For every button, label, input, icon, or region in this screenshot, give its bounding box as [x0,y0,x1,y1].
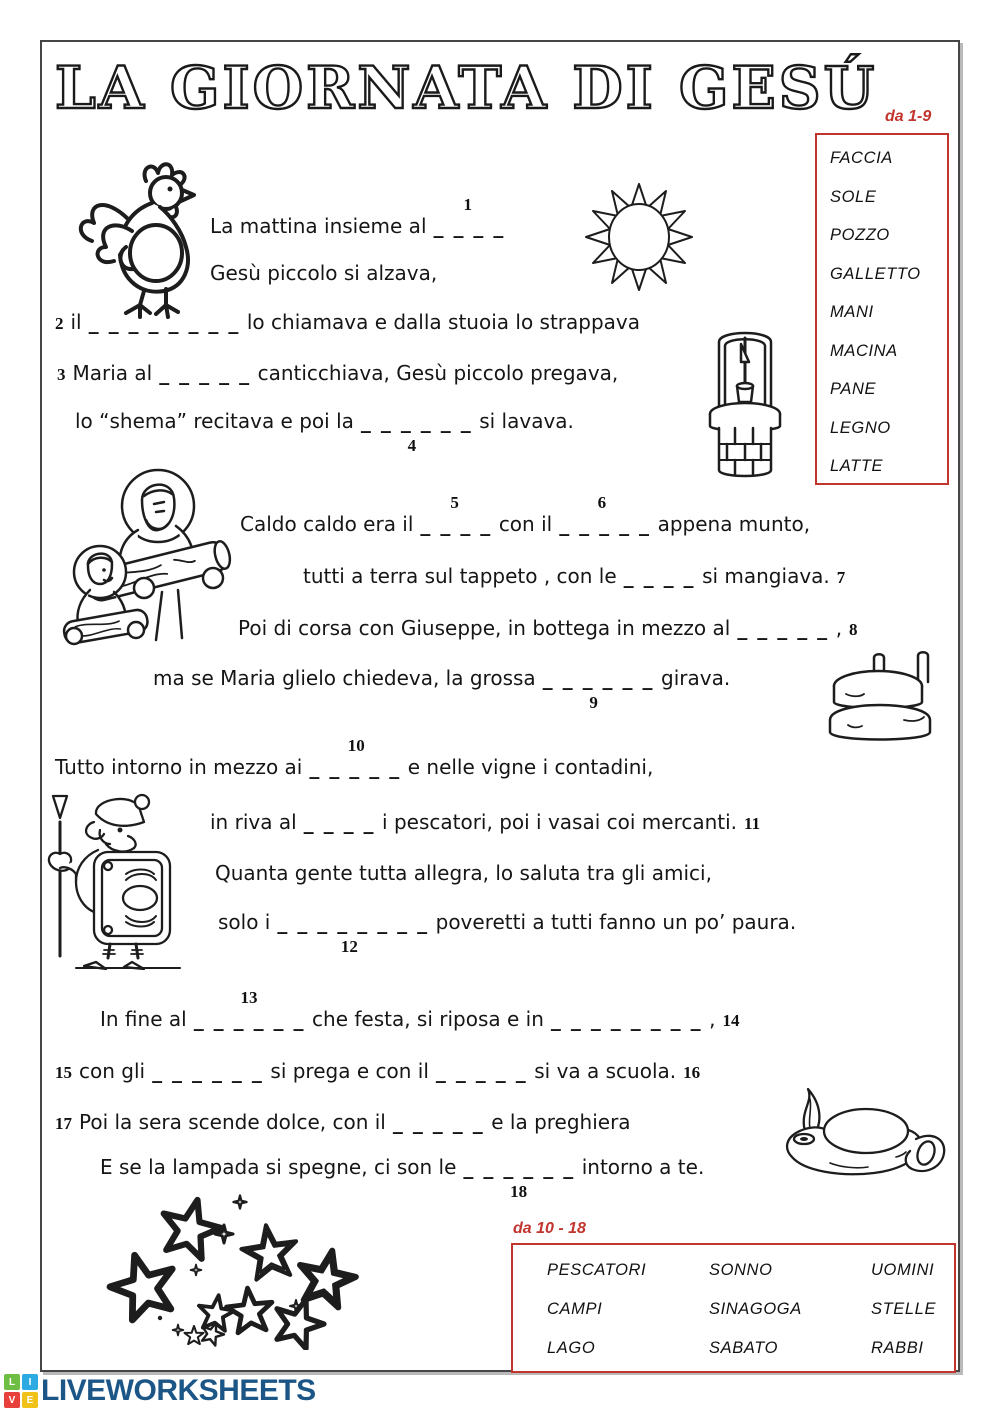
verse-text: lo “shema” recitava e poi la [75,409,354,433]
blank-number: 16 [683,1063,701,1082]
blank-number: 11 [744,814,761,833]
wordbank-item: SOLE [830,187,877,206]
logo-square: L [4,1374,20,1390]
line-s3-l3 [215,861,712,885]
line-s3-l4 [218,910,797,956]
blank-number: 10 [347,736,365,755]
wordbank-item: CAMPI [547,1300,603,1318]
blank-number: 15 [55,1063,72,1082]
blank-field-2[interactable]: _ _ _ _ _ _ _ _ [88,310,240,334]
wordbank-item: LATTE [830,457,884,475]
blank-field-11[interactable]: _ _ _ _ [303,810,376,834]
blank-field-13[interactable]: 13 _ _ _ _ _ _ [193,988,306,1031]
blank-field-14[interactable]: _ _ _ _ _ _ _ _ [550,1007,703,1031]
wordbank-item: STELLE [871,1300,937,1318]
line-s2-l4 [153,666,731,712]
blank-number: 4 [407,436,417,455]
verse-text: in riva al [210,810,297,834]
verse-text: E se la lampada si spegne, ci son le [100,1155,457,1179]
blank-field-15[interactable]: _ _ _ _ _ _ [152,1059,264,1083]
verse-text: si lavava. [479,409,574,433]
blank-field-1[interactable]: 1 _ _ _ _ [433,195,505,238]
verse-text: intorno a te. [581,1155,705,1179]
verse-text: In fine al [100,1007,187,1031]
line-s4-l1 [100,988,740,1031]
line-s2-l1 [240,493,811,536]
verse-text: Tutto intorno in mezzo ai [55,755,303,779]
oil-lamp-illustration [770,1083,952,1185]
verse-text: Quanta gente tutta allegra, lo saluta tra gli amici, [215,861,712,885]
liveworksheets-wordmark: LIVEWORKSHEETS [41,1374,316,1407]
verse-text: lo chiamava e dalla stuoia lo strappava [246,310,641,334]
verse-text: , [709,1007,716,1031]
blank-number: 1 [463,195,472,214]
blank-number: 8 [849,620,858,639]
verse-text: Poi di corsa con Giuseppe, in bottega in mezzo al [238,616,731,640]
blank-field-5[interactable]: 5 _ _ _ _ [420,493,492,536]
line-s1-l5 [75,409,574,455]
logo-square: I [22,1374,38,1390]
liveworksheets-logo[interactable] [4,1374,316,1408]
verse-text: Caldo caldo era il [240,512,414,536]
blank-field-10[interactable]: 10 _ _ _ _ _ [309,736,401,779]
blank-field-6[interactable]: 6 _ _ _ _ _ [559,493,651,536]
sun-illustration [583,178,695,296]
blank-number: 17 [55,1114,72,1133]
wordbank-item: SABATO [709,1339,779,1357]
wordbank-item: PESCATORI [547,1261,647,1279]
verse-text: poveretti a tutti fanno un po’ paura. [435,910,797,934]
verse-text: , [835,616,843,640]
verse-text: e la preghiera [491,1110,631,1134]
verse-text: Gesù piccolo si alzava, [210,261,438,285]
blank-number: 18 [510,1182,528,1201]
wordbank-item: LAGO [547,1339,596,1357]
blank-number: 14 [722,1011,740,1030]
verse-text: che festa, si riposa e in [312,1007,544,1031]
wordbank2-range-label: da 10 - 18 [513,1220,586,1237]
verse-text: con il [498,512,553,536]
verse-text: appena munto, [657,512,811,536]
millstone-illustration [818,646,944,748]
verse-text: La mattina insieme al [210,214,427,238]
wordbank-item: GALLETTO [830,264,921,283]
verse-text: girava. [661,666,731,690]
verse-text: i pescatori, poi i vasai coi mercanti. [382,810,738,834]
wordbank-item: UOMINI [871,1261,935,1279]
line-s3-l1 [55,736,654,779]
wordbank-1-9 [815,133,949,485]
blank-field-12[interactable]: _ _ _ _ _ _ _ _ 12 [277,910,429,956]
wordbank-item: MANI [830,303,874,321]
blank-field-4[interactable]: _ _ _ _ _ _ 4 [360,409,473,455]
verse-text: ma se Maria glielo chiedeva, la grossa [153,666,536,690]
verse-text: tutti a terra sul tappeto , con le [303,564,617,588]
verse-text: si mangiava. [702,564,830,588]
logo-square: E [22,1392,38,1408]
wordbank-item: FACCIA [830,149,893,167]
blank-number: 2 [55,314,64,333]
wordbank-item: MACINA [830,341,898,360]
wordbank1-range-label: da 1-9 [885,108,932,125]
blank-field-18[interactable]: _ _ _ _ _ _ 18 [463,1155,575,1201]
blank-number: 13 [240,988,258,1007]
line-s2-l3 [238,616,858,640]
line-s4-l2 [55,1059,700,1083]
blank-field-3[interactable]: _ _ _ _ _ [159,361,251,385]
line-s1-l2 [210,261,437,285]
line-s1-l1 [210,195,505,238]
verse-text: e nelle vigne i contadini, [407,755,654,779]
wordbank-item: SINAGOGA [709,1300,802,1318]
verse-text: si prega e con il [270,1059,429,1083]
page-title: LA GIORNATA DI GESÚ [55,54,878,122]
blank-field-16[interactable]: _ _ _ _ _ [435,1059,528,1083]
roman-soldier-illustration [36,778,208,973]
line-s4-l4 [100,1155,705,1201]
verse-text: con gli [79,1059,146,1083]
logo-square: V [4,1392,20,1408]
line-s1-l4 [57,361,618,385]
verse-text: Maria al [72,361,153,385]
verse-text: il [70,310,82,334]
stars-illustration [98,1188,366,1350]
blank-number: 3 [57,365,66,384]
blank-number: 7 [836,568,846,587]
line-s2-l2 [303,564,845,588]
verse-text: solo i [218,910,271,934]
blank-number: 6 [597,493,607,512]
verse-text: Poi la sera scende dolce, con il [79,1110,386,1134]
wordbank-item: LEGNO [830,418,891,437]
wordbank-item: RABBI [871,1339,924,1357]
line-s4-l3 [55,1110,631,1134]
verse-text: canticchiava, Gesù piccolo pregava, [257,361,619,385]
blank-number: 9 [589,693,598,712]
blank-number: 5 [450,493,459,512]
wordbank-item: PANE [830,380,877,398]
blank-field-9[interactable]: _ _ _ _ _ _ 9 [542,666,654,712]
blank-field-17[interactable]: _ _ _ _ _ [392,1110,485,1134]
wordbank-item: POZZO [830,226,890,244]
liveworksheets-logo-icon [4,1374,38,1408]
verse-text: si va a scuola. [534,1059,677,1083]
line-s1-l3 [55,310,640,334]
wordbank-item: SONNO [709,1261,773,1279]
blank-field-8[interactable]: _ _ _ _ _ [737,616,829,640]
blank-number: 12 [340,937,358,956]
line-s3-l2 [210,810,760,834]
wordbank-10-18 [511,1243,956,1373]
joseph-and-jesus-illustration [58,460,246,658]
blank-field-7[interactable]: _ _ _ _ [623,564,696,588]
well-illustration [695,328,795,490]
